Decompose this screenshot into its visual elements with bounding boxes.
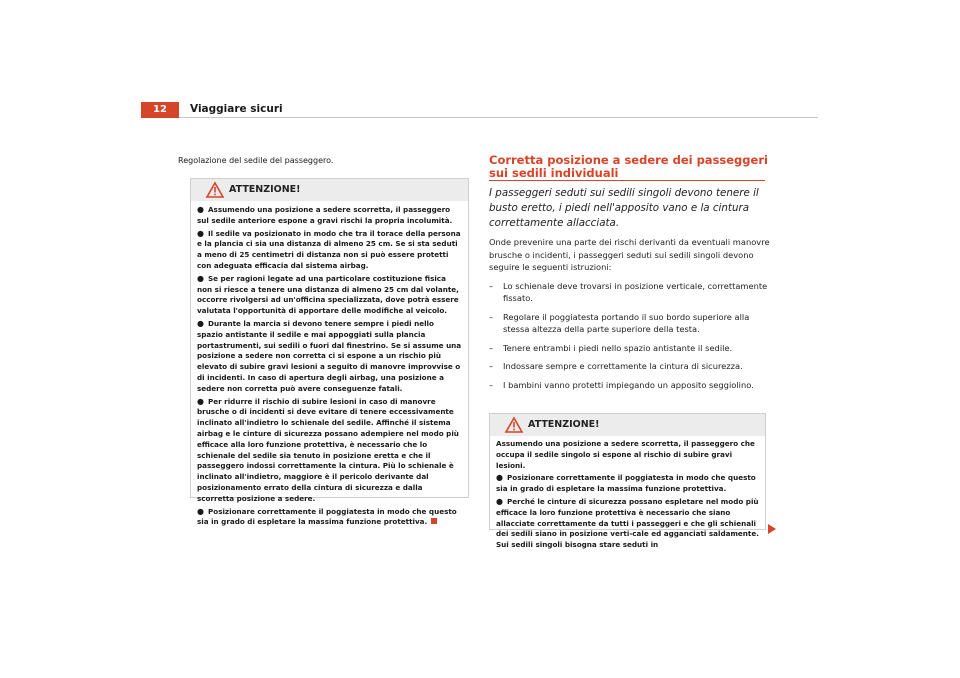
list-item: – I bambini vanno protetti impiegando un apposito seggiolino.: [489, 379, 754, 390]
list-item: – Indossare sempre e correttamente la cintura di sicurezza.: [489, 361, 743, 371]
list-item: – Regolare il poggiatesta portando il suo bordo superiore alla stessa altezza della parte superiore della testa.: [489, 311, 750, 334]
list-item: – Lo schienale deve trovarsi in posizione verticale, correttamente fissato.: [489, 280, 768, 303]
warning-box-left: [190, 178, 469, 527]
warning-box-right: [489, 413, 766, 550]
warning-header: [191, 179, 468, 201]
warning-header: [490, 414, 765, 436]
chapter-title: Viaggiare sicuri: [190, 103, 283, 115]
section-end-icon: [431, 518, 437, 524]
warning-triangle-icon: [206, 182, 224, 198]
list-item: ● Assumendo una posizione a sedere scorretta, il passeggero sul sedile anteriore espone a gravi rischi la propria incolumità.: [197, 205, 453, 225]
warning-title: ATTENZIONE!: [528, 419, 600, 430]
list-item: – Tenere entrambi i piedi nello spazio antistante il sedile.: [489, 342, 733, 353]
body-text: [489, 236, 771, 397]
arrow-right-icon: [768, 524, 776, 534]
list-item: ● Perché le cinture di sicurezza possano espletare nel modo più efficace la loro funzione protettiva è necessario che siano allacciate correttamente da tutti i passeggeri e che gli schienali dei sedili siano in posizione verti-cale ed agganciati saldamente. Sui sedili singoli bisogna stare seduti in: [496, 496, 759, 550]
list-item: ● Per ridurre il rischio di subire lesioni in caso di manovre brusche o di incidenti si deve evitare di tenere eccessivamente inclinato all'indietro lo schienale del sedile. Affinché il sistema airbag e le cinture di sicurezza possano adempiere nel modo più efficace alla loro funzione protettiva, è necessario che lo schienale del sedile sia tenuto in posizione eretta e che il passeggero indossi correttamente la cintura. Più lo schienale è inclinato all'indietro, maggiore è il pericolo derivante dal posizionamento errato della cintura di sicurezza e dalla scorretta posizione a sedere.: [197, 396, 459, 503]
page-number: 12: [141, 102, 179, 118]
list-item: ● Durante la marcia si devono tenere sempre i piedi nello spazio antistante il sedile e mai appoggiati sulla plancia portastrumenti, sui sedili o fuori dal finestrino. Se si assume una posizione a sedere non corretta ci si espone a un rischio più elevato di subire gravi lesioni a seguito di manovre improvvise o di incidenti. In caso di apertura degli airbag, una posizione a sedere non corretta può avere conseguenze fatali.: [197, 318, 462, 393]
warning-body: [191, 201, 468, 528]
intro-paragraph: Onde prevenire una parte dei rischi derivanti da eventuali manovre brusche o incidenti, i passeggeri seduti sui sedili singoli devono seguire le seguenti istruzioni:: [489, 237, 770, 272]
lead-paragraph: I passeggeri seduti sui sedili singoli devono tenere il busto eretto, i piedi nell'apposito vano e la cintura correttamente allacciata.: [489, 187, 759, 229]
figure-caption: Regolazione del sedile del passeggero.: [178, 156, 334, 165]
list-item: ● Posizionare correttamente il poggiatesta in modo che questo sia in grado di espletare la massima funzione protettiva.: [496, 473, 756, 494]
list-item: ● Se per ragioni legate ad una particolare costituzione fisica non si riesce a tenere una distanza di almeno 25 cm dal volante, occorre rivolgersi ad un'officina specializzata, dove potrà essere valutata l'opportunità di apportare delle modifiche al veicolo.: [197, 273, 459, 316]
section-divider: [489, 180, 765, 181]
warning-triangle-icon: [505, 417, 523, 433]
list-item: ● Il sedile va posizionato in modo che tra il torace della persona e la plancia ci sia una distanza di almeno 25 cm. Se si sta seduti a meno di 25 centimetri di distanza non si può essere protetti con adeguata efficacia dal sistema airbag.: [197, 228, 461, 270]
warning-title: ATTENZIONE!: [229, 184, 301, 195]
warning-body: [490, 436, 765, 551]
list-item: ● Posizionare correttamente il poggiatesta in modo che questo sia in grado di espletare la massima funzione protettiva.: [197, 506, 457, 527]
warning-intro: Assumendo una posizione a sedere scorretta, il passeggero che occupa il sedile singolo si espone al rischio di subire gravi lesioni.: [496, 439, 755, 470]
header-divider: [179, 117, 818, 118]
section-title: Corretta posizione a sedere dei passeggeri sui sedili individuali: [489, 153, 768, 180]
